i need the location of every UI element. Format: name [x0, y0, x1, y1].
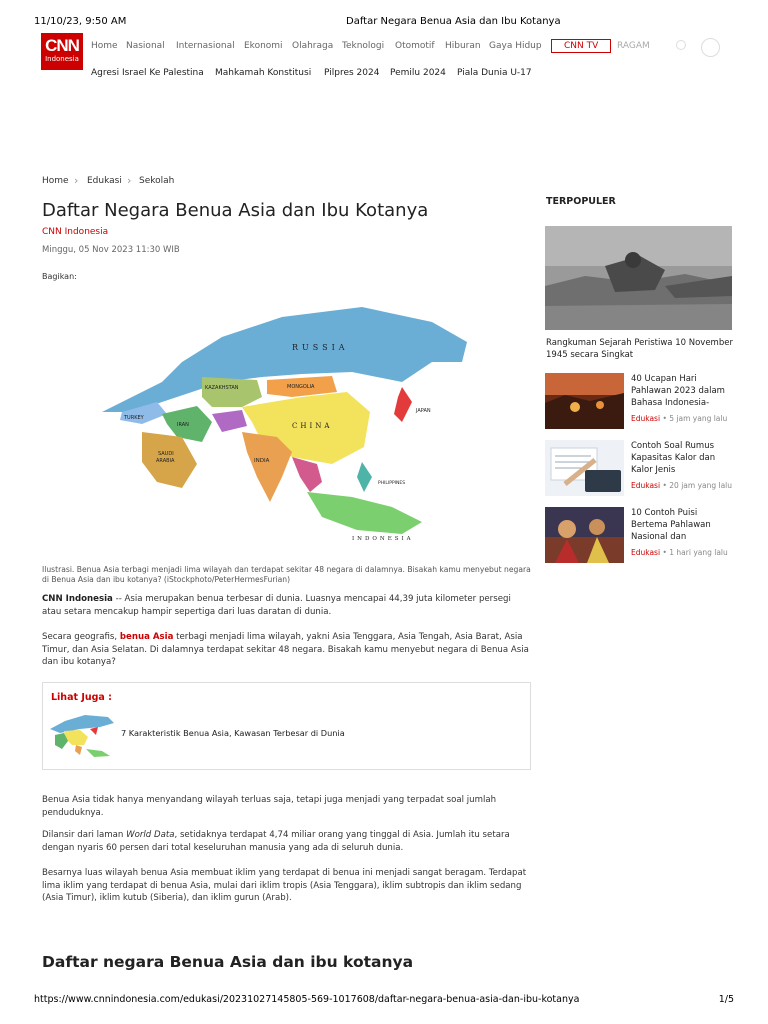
paragraph-2-pre: Secara geografis, [42, 632, 120, 642]
map-label-arabia: ARABIA [156, 458, 175, 464]
nav-item-nasional[interactable]: Nasional [126, 41, 165, 51]
paragraph-5: Besarnya luas wilayah benua Asia membuat iklim yang terdapat di benua ini menjadi sangat beragam. Terdapat lima iklim yang terdapat di benua Asia, mulai dari iklim tropis (Asia Tenggara), iklim subtropis dan iklim sedang (Asia Timur), iklim kutub (Siberia), dan iklim gurun (Arab). [42, 868, 527, 903]
breadcrumb-edukasi[interactable]: Edukasi [87, 176, 122, 186]
map-label-china: CHINA [292, 422, 333, 430]
article-author[interactable]: CNN Indonesia [42, 227, 109, 237]
map-label-russia: RUSSIA [292, 343, 349, 352]
breadcrumb-home[interactable]: Home [42, 176, 69, 186]
article-date: Minggu, 05 Nov 2023 11:30 WIB [42, 245, 180, 255]
nav-item-home[interactable]: Home [91, 41, 118, 51]
nav-item-hiburan[interactable]: Hiburan [445, 41, 481, 51]
sidebar-item-meta: Edukasi • 1 hari yang lalu [631, 548, 728, 557]
map-label-mongolia: MONGOLIA [287, 384, 315, 390]
sidebar-item[interactable] [545, 507, 765, 563]
world-data-source: World Data [126, 830, 175, 840]
sidebar-item-title[interactable]: 40 Ucapan Hari Pahlawan 2023 dalam Bahasa Indonesia- [631, 374, 725, 408]
paragraph-4-pre: Dilansir dari laman [42, 830, 127, 840]
paragraph-1 [42, 593, 532, 618]
map-label-philippines: PHILIPPINES [378, 481, 406, 486]
dateline: CNN Indonesia [42, 594, 113, 604]
nav-item-olahraga[interactable]: Olahraga [292, 41, 334, 51]
sidebar-item[interactable] [545, 373, 765, 429]
sidebar-featured-image[interactable] [545, 226, 732, 330]
sidebar-item-category[interactable]: Edukasi [631, 548, 661, 557]
map-label-turkey: TURKEY [124, 415, 144, 421]
chevron-right-icon: › [74, 174, 79, 187]
sidebar-item-time: 20 jam yang lalu [669, 481, 733, 490]
sidebar-item-time: 1 hari yang lalu [669, 548, 728, 557]
logo-main: CNN [45, 36, 79, 55]
paragraph-4 [42, 829, 532, 854]
print-header [34, 16, 734, 30]
trending-item[interactable]: Pilpres 2024 [324, 68, 380, 78]
sidebar-item-thumbnail[interactable] [545, 507, 624, 563]
print-url: https://www.cnnindonesia.com/edukasi/20231027145805-569-1017608/daftar-negara-benua-asia-dan-ibu-kotanya [34, 994, 580, 1005]
nav-cnn-tv-button[interactable]: CNN TV [551, 39, 611, 53]
breadcrumb-sekolah[interactable]: Sekolah [139, 176, 175, 186]
sidebar-item-meta: Edukasi • 20 jam yang lalu [631, 481, 733, 490]
print-footer [34, 994, 734, 1008]
paragraph-2 [42, 631, 532, 669]
cnn-indonesia-logo[interactable] [41, 33, 83, 70]
see-also-label: Lihat Juga : [51, 692, 112, 703]
sidebar-item-thumbnail[interactable] [545, 373, 624, 429]
map-label-japan: JAPAN [416, 408, 431, 414]
sidebar-heading: TERPOPULER [546, 196, 616, 207]
chevron-right-icon: › [127, 174, 132, 187]
see-also-link[interactable]: 7 Karakteristik Benua Asia, Kawasan Terbesar di Dunia [121, 728, 345, 738]
sidebar-item-meta: Edukasi • 5 jam yang lalu [631, 414, 728, 423]
section-heading: Daftar negara Benua Asia dan ibu kotanya [42, 953, 414, 971]
nav-item-ekonomi[interactable]: Ekonomi [244, 41, 283, 51]
trending-item[interactable]: Mahkamah Konstitusi [215, 68, 312, 78]
sidebar-item-time: 5 jam yang lalu [669, 414, 728, 423]
trending-item[interactable]: Agresi Israel Ke Palestina [91, 68, 204, 78]
logo-sub: Indonesia [45, 55, 79, 63]
nav-item-teknologi[interactable]: Teknologi [342, 41, 385, 51]
sidebar-item-category[interactable]: Edukasi [631, 481, 661, 490]
paragraph-1-text: -- Asia merupakan benua terbesar di dunia. Luasnya mencapai 44,39 juta kilometer persegi atau setara mencakup hampir sepertiga dari luas daratan di dunia. [42, 594, 511, 617]
trending-item[interactable]: Piala Dunia U-17 [457, 68, 532, 78]
map-label-kazakhstan: KAZAKHSTAN [205, 385, 239, 391]
sidebar-item-category[interactable]: Edukasi [631, 414, 661, 423]
search-icon[interactable] [676, 40, 686, 50]
nav-item-internasional[interactable]: Internasional [176, 41, 235, 51]
benua-asia-link[interactable]: benua Asia [119, 632, 174, 642]
sidebar-item-title[interactable]: 10 Contoh Puisi Bertema Pahlawan Nasional dan [631, 508, 711, 542]
nav-item-ragam[interactable]: RAGAM [617, 41, 650, 51]
map-label-iran: IRAN [177, 422, 189, 428]
share-label: Bagikan: [42, 272, 77, 281]
sidebar-item-title[interactable]: Contoh Soal Rumus Kapasitas Kalor dan Kalor Jenis [631, 441, 716, 475]
user-icon[interactable] [701, 38, 720, 57]
image-caption: Ilustrasi. Benua Asia terbagi menjadi lima wilayah dan terdapat sekitar 48 negara di dalamnya. Bisakah kamu menyebut negara di Benua Asia dan ibu kotanya? (iStockphoto/PeterHermesFurian) [42, 565, 531, 584]
nav-item-gaya-hidup[interactable]: Gaya Hidup [489, 41, 542, 51]
trending-item[interactable]: Pemilu 2024 [390, 68, 446, 78]
map-label-saudi: SAUDI [158, 451, 174, 457]
print-title: Daftar Negara Benua Asia dan Ibu Kotanya [346, 16, 561, 27]
nav-item-otomotif[interactable]: Otomotif [395, 41, 435, 51]
article-title: Daftar Negara Benua Asia dan Ibu Kotanya [42, 200, 429, 221]
see-also-box [42, 682, 531, 770]
see-also-thumbnail[interactable] [50, 711, 114, 759]
print-datetime: 11/10/23, 9:50 AM [34, 16, 127, 27]
paragraph-3: Benua Asia tidak hanya menyandang wilayah terluas saja, tetapi juga menjadi yang terpadat soal jumlah penduduknya. [42, 795, 497, 818]
asia-map-image [102, 302, 470, 554]
sidebar-item[interactable] [545, 440, 765, 496]
print-page-number: 1/5 [718, 994, 734, 1005]
paragraph-4-post: , setidaknya terdapat 4,74 miliar orang yang tinggal di Asia. Jumlah itu setara dengan nyaris 60 persen dari total keseluruhan manusia yang ada di seluruh dunia. [42, 830, 510, 853]
sidebar-item-thumbnail[interactable] [545, 440, 624, 496]
sidebar-featured-title[interactable]: Rangkuman Sejarah Peristiwa 10 November 1945 secara Singkat [546, 338, 733, 360]
map-label-indonesia: INDONESIA [352, 536, 414, 542]
paragraph-2-post: terbagi menjadi lima wilayah, yakni Asia Tenggara, Asia Tengah, Asia Barat, Asia Timur, dan Asia Selatan. Di dalamnya terdapat sekitar 48 negara. Bisakah kamu menyebut negara di Benua Asia dan ibu kotanya? [42, 632, 529, 667]
map-label-india: INDIA [254, 458, 270, 464]
